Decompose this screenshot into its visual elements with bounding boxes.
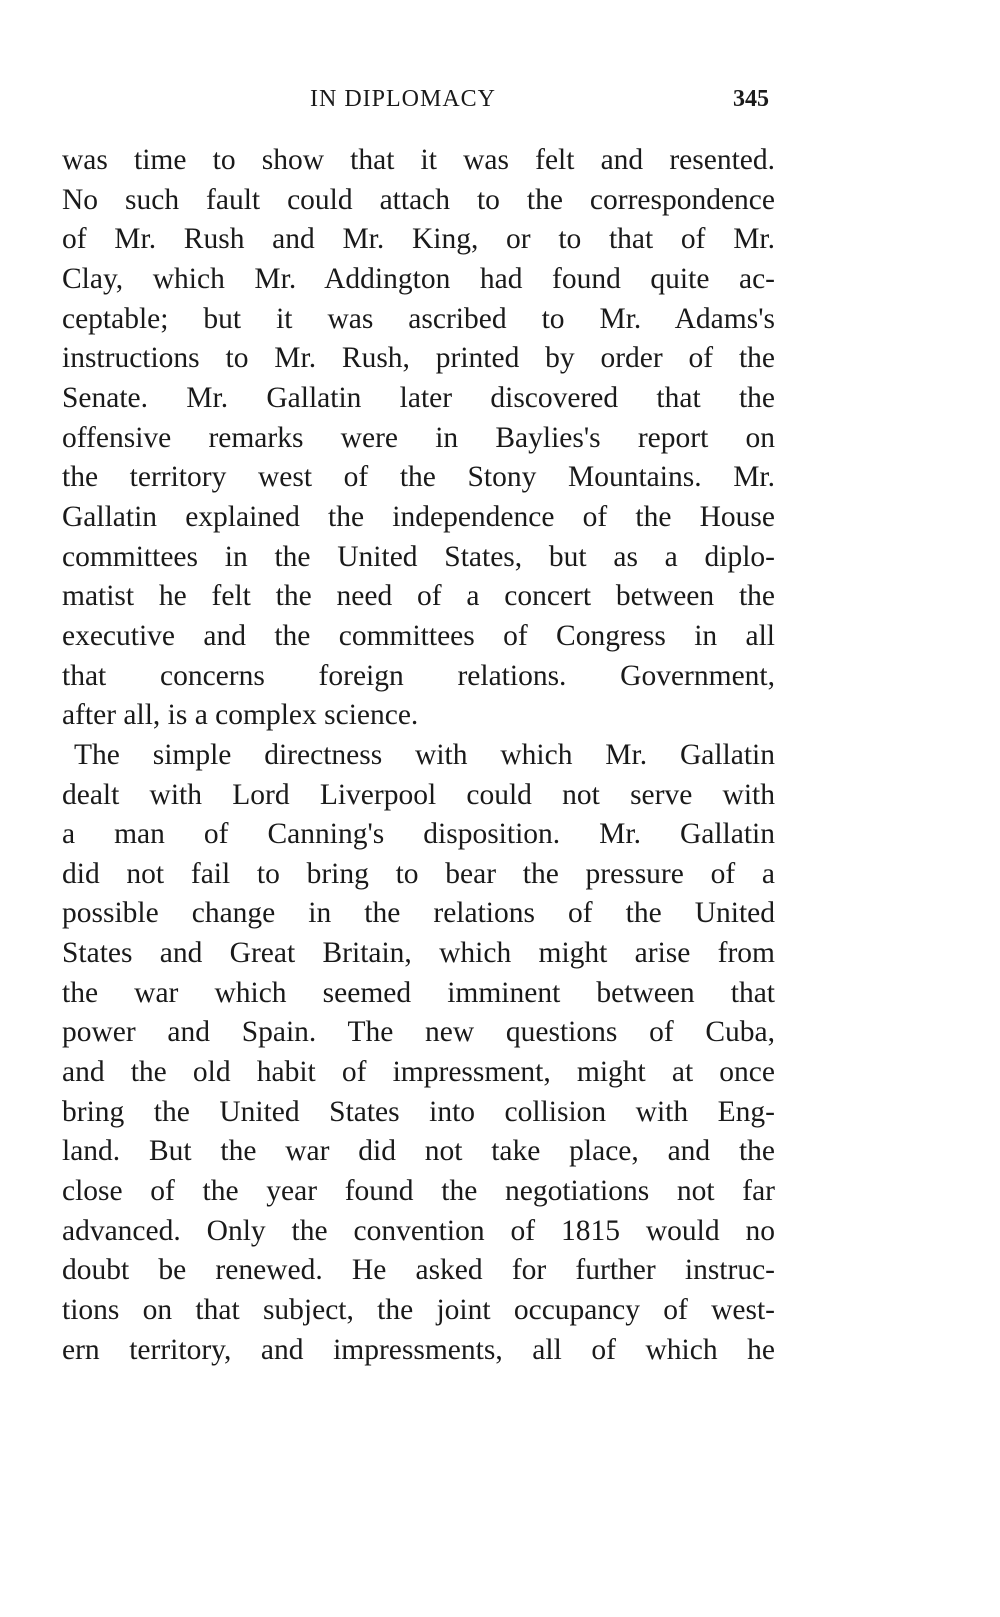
text-line: power and Spain. The new questions of Cuba, (62, 1016, 775, 1049)
text-line: States and Great Britain, which might arise from (62, 937, 775, 970)
body-text (62, 141, 775, 1370)
text-line: ern territory, and impressments, all of which he (62, 1333, 775, 1366)
page-number: 345 (733, 86, 769, 112)
text-line: doubt be renewed. He asked for further instruc- (62, 1254, 775, 1287)
text-line: close of the year found the negotiations not far (62, 1175, 775, 1208)
text-line: ceptable; but it was ascribed to Mr. Adams's (62, 302, 775, 335)
text-line: executive and the committees of Congress in all (62, 619, 775, 652)
text-line: the war which seemed imminent between that (62, 976, 775, 1009)
text-line: The simple directness with which Mr. Gallatin (74, 738, 775, 771)
running-head: IN DIPLOMACY (310, 86, 496, 112)
text-line: matist he felt the need of a concert between the (62, 580, 775, 613)
text-line: possible change in the relations of the United (62, 897, 775, 930)
text-line: and the old habit of impressment, might at once (62, 1056, 775, 1089)
text-line: No such fault could attach to the correspondence (62, 183, 775, 216)
text-line: did not fail to bring to bear the pressure of a (62, 857, 775, 890)
text-line: Senate. Mr. Gallatin later discovered that the (62, 381, 775, 414)
text-line: offensive remarks were in Baylies's report on (62, 421, 775, 454)
text-line: after all, is a complex science. (62, 699, 419, 732)
text-line: was time to show that it was felt and resented. (62, 144, 775, 176)
text-line: that concerns foreign relations. Government, (62, 659, 775, 692)
text-line: the territory west of the Stony Mountains. Mr. (62, 461, 775, 494)
text-line: Clay, which Mr. Addington had found quite ac- (62, 262, 775, 295)
text-line: advanced. Only the convention of 1815 would no (62, 1214, 775, 1247)
text-line: Gallatin explained the independence of the House (62, 500, 775, 533)
text-line: a man of Canning's disposition. Mr. Gallatin (62, 818, 775, 851)
text-line: dealt with Lord Liverpool could not serve with (62, 778, 775, 811)
text-line: of Mr. Rush and Mr. King, or to that of Mr. (62, 223, 775, 256)
text-line: instructions to Mr. Rush, printed by order of the (62, 342, 775, 375)
text-line: tions on that subject, the joint occupancy of west- (62, 1294, 775, 1327)
text-line: committees in the United States, but as a diplo- (62, 540, 775, 573)
text-line: bring the United States into collision with Eng- (62, 1095, 775, 1128)
text-line: land. But the war did not take place, and the (62, 1135, 775, 1168)
